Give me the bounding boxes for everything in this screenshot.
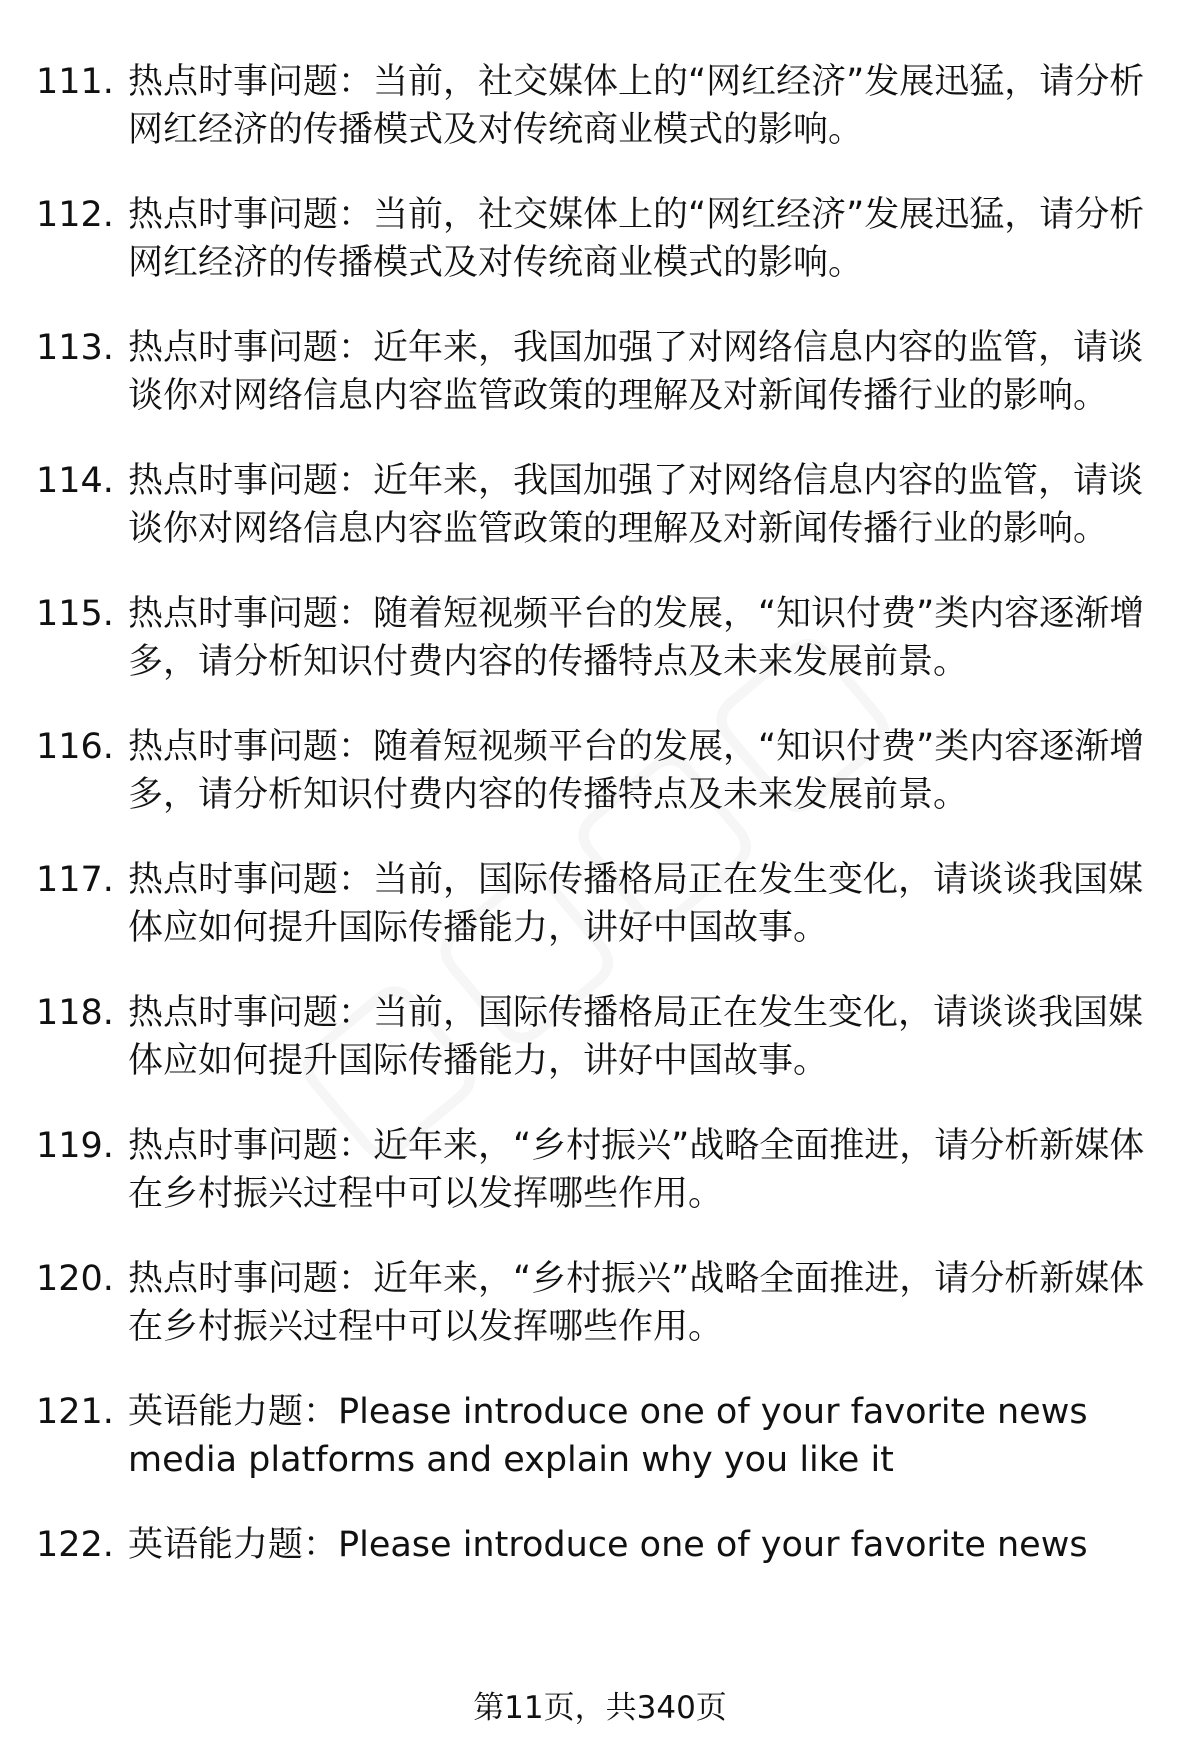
question-text: 热点时事问题：近年来，我国加强了对网络信息内容的监管，请谈谈你对网络信息内容监管政策的理解及对新闻传播行业的影响。 (128, 461, 1144, 549)
question-text: 热点时事问题：当前，社交媒体上的“网红经济”发展迅猛，请分析网红经济的传播模式及对传统商业模式的影响。 (128, 195, 1145, 283)
question-text: 热点时事问题：当前，国际传播格局正在发生变化，请谈谈我国媒体应如何提升国际传播能力，讲好中国故事。 (128, 860, 1144, 948)
question-text: 英语能力题：Please introduce one of your favorite news (128, 1525, 1088, 1565)
question-number: 117. (36, 860, 114, 900)
question-list (36, 58, 1146, 1606)
question-text: 热点时事问题：当前，国际传播格局正在发生变化，请谈谈我国媒体应如何提升国际传播能力，讲好中国故事。 (128, 993, 1144, 1081)
question-text: 热点时事问题：近年来，“乡村振兴”战略全面推进，请分析新媒体在乡村振兴过程中可以发挥哪些作用。 (128, 1126, 1145, 1214)
question-number: 113. (36, 328, 114, 368)
question-number: 114. (36, 461, 114, 501)
question-item (36, 590, 1146, 686)
question-number: 116. (36, 727, 114, 767)
question-number: 112. (36, 195, 114, 235)
question-text: 热点时事问题：当前，社交媒体上的“网红经济”发展迅猛，请分析网红经济的传播模式及对传统商业模式的影响。 (128, 62, 1145, 150)
question-text: 热点时事问题：近年来，我国加强了对网络信息内容的监管，请谈谈你对网络信息内容监管政策的理解及对新闻传播行业的影响。 (128, 328, 1144, 416)
question-item (36, 1521, 1146, 1569)
question-text: 热点时事问题：近年来，“乡村振兴”战略全面推进，请分析新媒体在乡村振兴过程中可以发挥哪些作用。 (128, 1259, 1145, 1347)
question-number: 115. (36, 594, 114, 634)
question-text: 热点时事问题：随着短视频平台的发展，“知识付费”类内容逐渐增多，请分析知识付费内容的传播特点及未来发展前景。 (128, 727, 1145, 815)
page-number: 第11页，共340页 (473, 1690, 727, 1726)
question-number: 120. (36, 1259, 114, 1299)
question-item (36, 856, 1146, 952)
question-number: 111. (36, 62, 114, 102)
question-text: 英语能力题：Please introduce one of your favorite news media platforms and explain why you like it (128, 1392, 1088, 1480)
question-number: 122. (36, 1525, 114, 1565)
question-item (36, 1255, 1146, 1351)
question-item (36, 324, 1146, 420)
question-item (36, 723, 1146, 819)
question-number: 119. (36, 1126, 114, 1166)
question-item (36, 58, 1146, 154)
question-item (36, 1122, 1146, 1218)
question-number: 121. (36, 1392, 114, 1432)
question-item (36, 1388, 1146, 1484)
question-number: 118. (36, 993, 114, 1033)
question-item (36, 457, 1146, 553)
question-item (36, 191, 1146, 287)
question-text: 热点时事问题：随着短视频平台的发展，“知识付费”类内容逐渐增多，请分析知识付费内容的传播特点及未来发展前景。 (128, 594, 1145, 682)
question-item (36, 989, 1146, 1085)
